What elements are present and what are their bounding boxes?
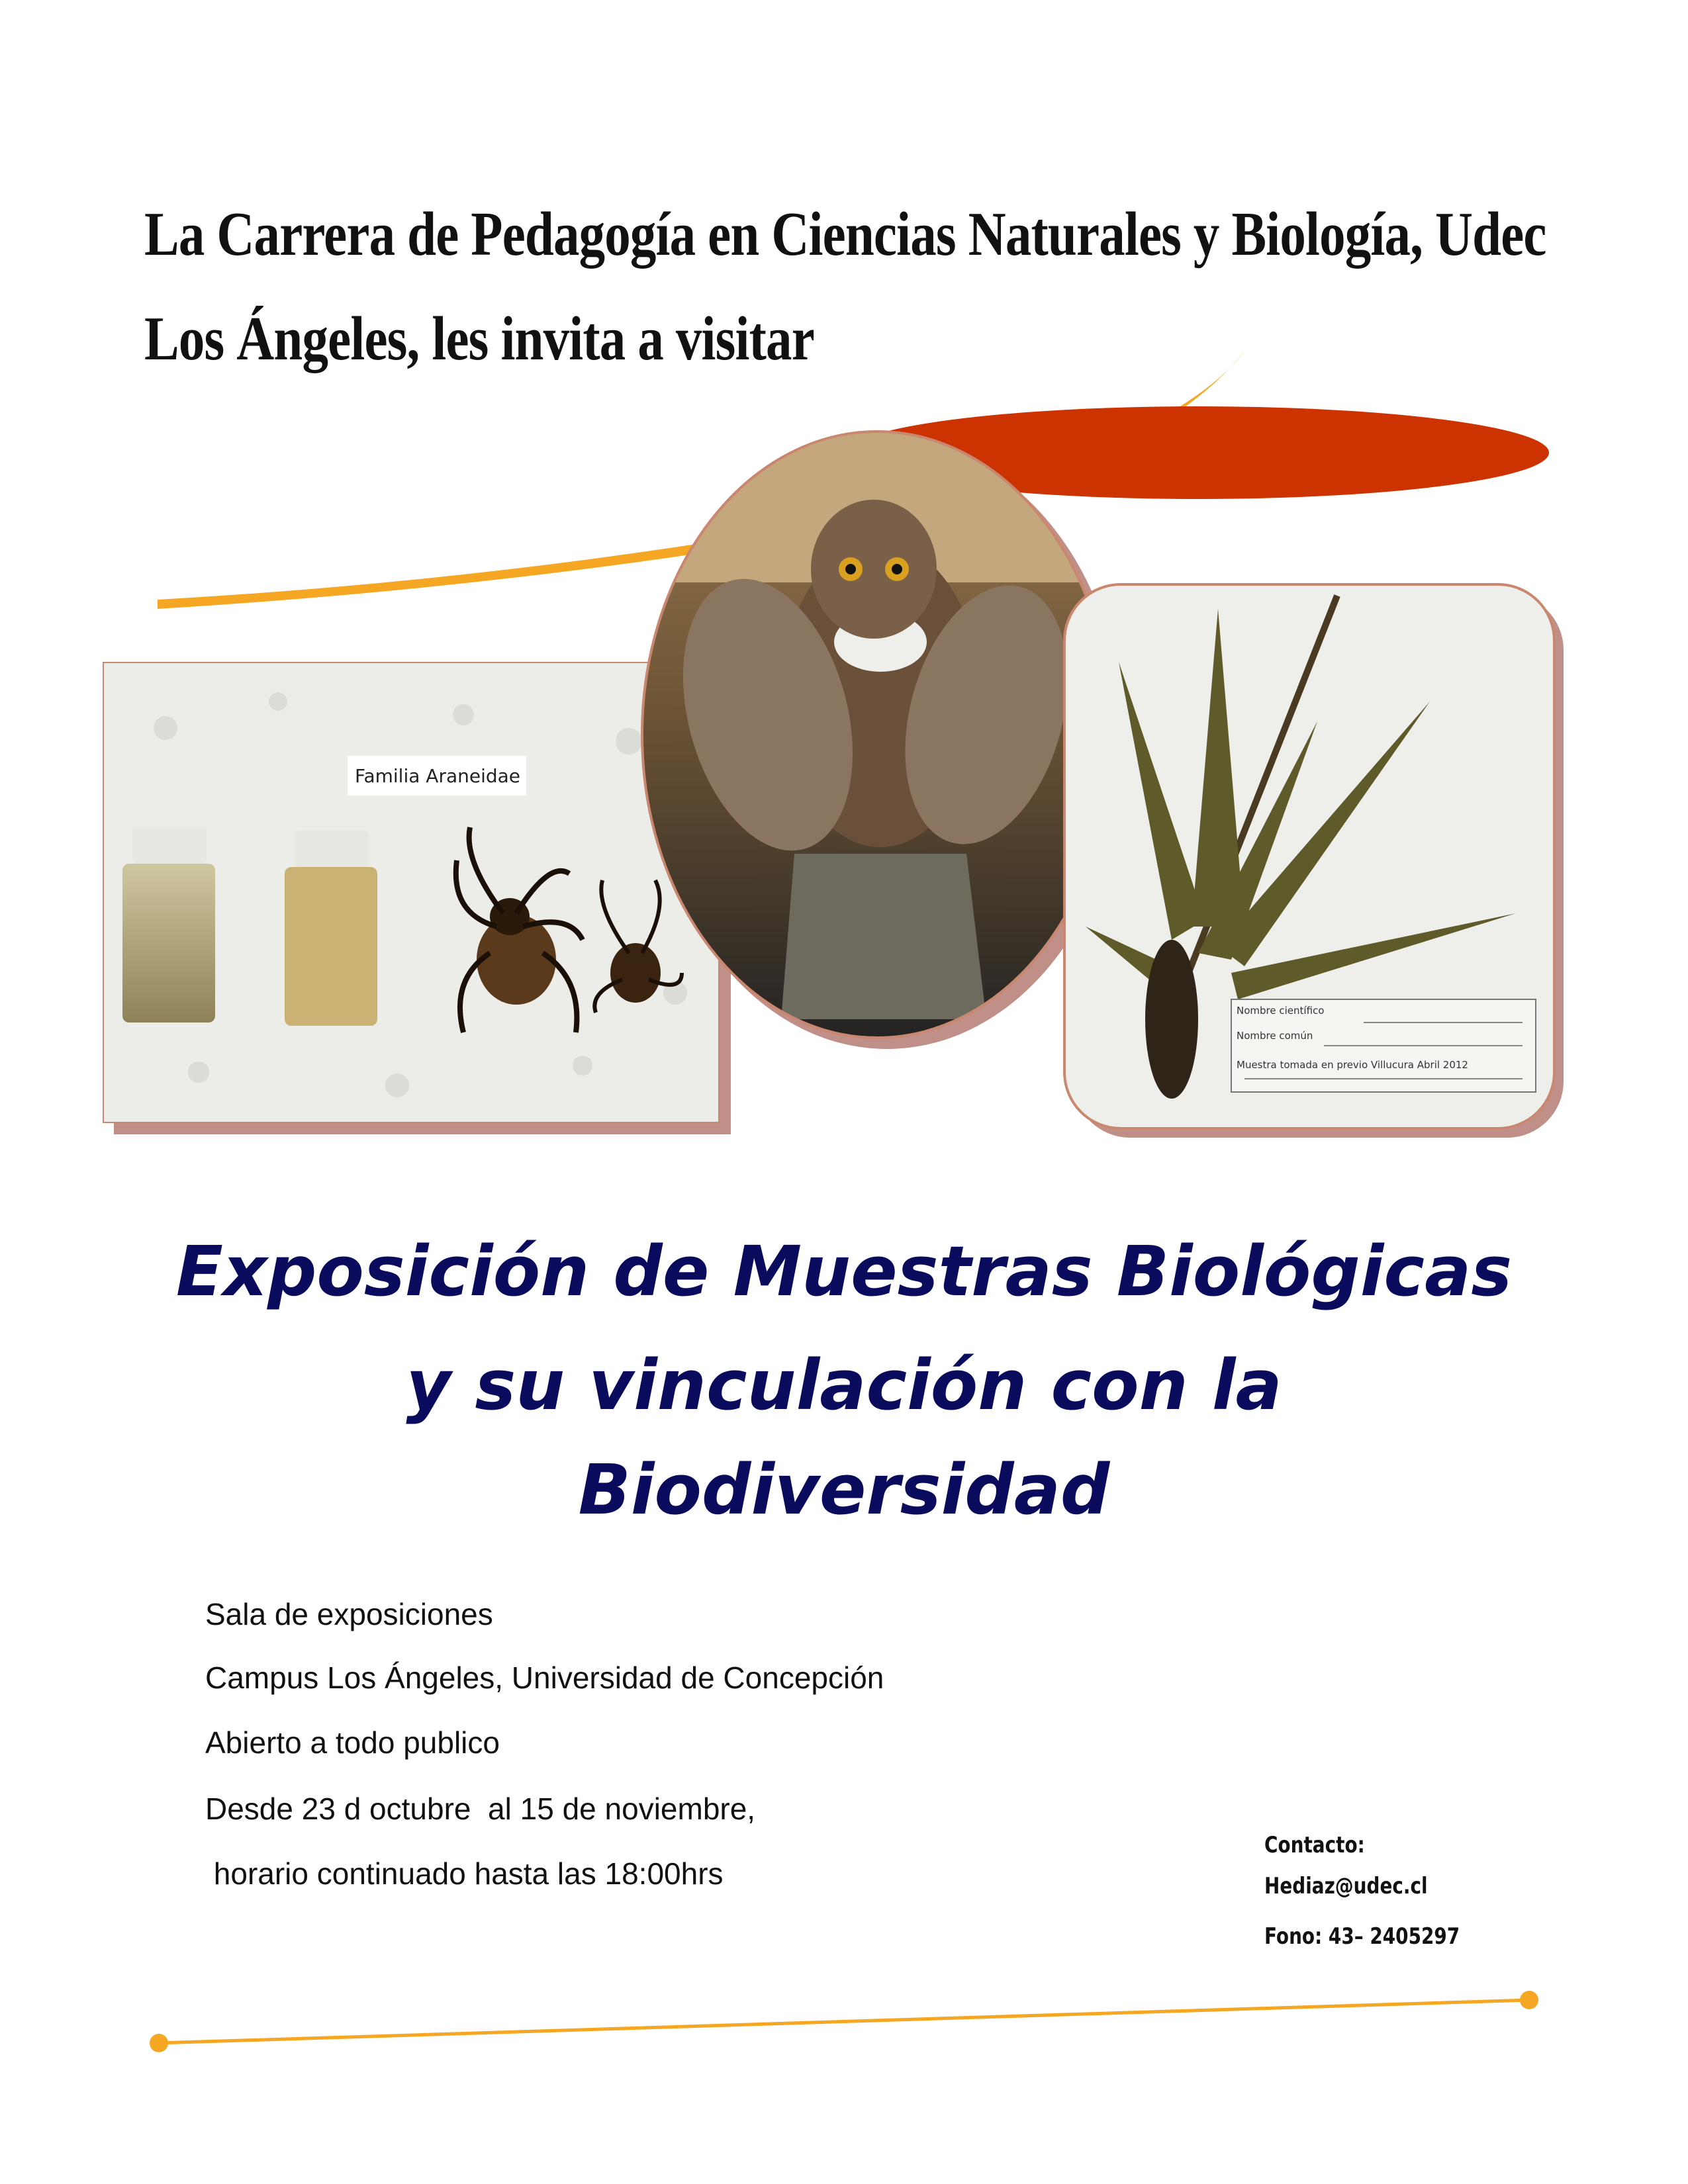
bottom-rule-dot-right bbox=[1520, 1991, 1538, 2009]
header-line-2: Los Ángeles, les invita a visitar bbox=[144, 304, 814, 373]
contact-label: Contacto: bbox=[1264, 1832, 1365, 1858]
campus-text: Campus Los Ángeles, Universidad de Concepción bbox=[205, 1661, 884, 1695]
fern-label-row-2: Nombre común bbox=[1237, 1030, 1313, 1042]
fern-photo bbox=[1064, 584, 1564, 1138]
fern-label-row-3: Muestra tomada en previo Villucura Abril 2012 bbox=[1237, 1059, 1468, 1071]
contact-phone: Fono: 43– 2405297 bbox=[1264, 1923, 1460, 1950]
title-line-3: Biodiversidad bbox=[578, 1449, 1110, 1530]
title-line-1: Exposición de Muestras Biológicas bbox=[175, 1231, 1513, 1312]
dates-text: Desde 23 d octubre al 15 de noviembre, bbox=[205, 1792, 756, 1826]
hours-text: horario continuado hasta las 18:00hrs bbox=[205, 1856, 724, 1891]
spider-photo bbox=[104, 663, 731, 1134]
fern-label-row-1: Nombre científico bbox=[1237, 1005, 1325, 1017]
access-text: Abierto a todo publico bbox=[205, 1725, 500, 1760]
contact-email[interactable]: Hediaz@udec.cl bbox=[1264, 1873, 1428, 1899]
bottom-rule bbox=[159, 2000, 1529, 2043]
spider-photo-label: Familia Araneidae bbox=[354, 765, 521, 787]
header-line-1: La Carrera de Pedagogía en Ciencias Naturales y Biología, Udec bbox=[144, 200, 1546, 269]
title-line-2: y su vinculación con la bbox=[406, 1345, 1282, 1426]
bottom-rule-dot-left bbox=[150, 2034, 168, 2052]
venue-text: Sala de exposiciones bbox=[205, 1597, 493, 1631]
